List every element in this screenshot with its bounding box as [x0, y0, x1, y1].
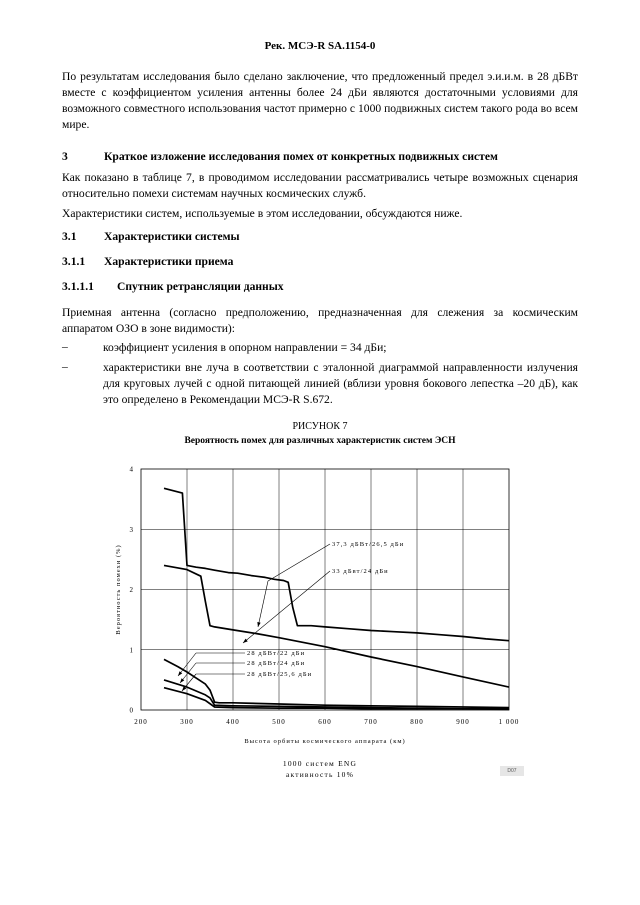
y-tick-label: 0 — [129, 706, 133, 715]
series-annotation-label: 28 дБВт/24 дБи — [247, 660, 306, 667]
series-line-3 — [164, 659, 509, 707]
intro-paragraph: По результатам исследования было сделано заключение, что предложенный предел э.и.и.м. в 28 дБВт вместе с коэффициентом усиления антенны более 24 дБи являются достаточными условиями для возможного совместного использования частот примерно с 1000 подвижных систем такого рода во всем мире. — [62, 70, 578, 131]
series-annotation-label: 28 дБВт/22 дБи — [247, 650, 306, 657]
y-axis-label: Вероятность помехи (%) — [115, 544, 122, 635]
x-tick-label: 900 — [456, 718, 470, 726]
section-3-heading — [62, 150, 498, 163]
y-tick-label: 4 — [129, 465, 133, 474]
x-tick-label: 400 — [226, 718, 240, 726]
section-3-1-1-1-heading — [62, 280, 284, 293]
figure-note — [250, 758, 390, 780]
section-number: 3.1 — [62, 230, 77, 243]
section-3-1-heading — [62, 230, 240, 243]
figure-note-line-2: активность 10% — [285, 770, 355, 779]
series-line-4 — [164, 680, 509, 709]
arrow-head — [180, 678, 184, 683]
x-tick-label: 500 — [272, 718, 286, 726]
section-number: 3 — [62, 150, 68, 163]
section-3-paragraph-2: Характеристики систем, используемые в этом исследовании, обсуждаются ниже. — [62, 207, 463, 220]
figure-label: РИСУНОК 7 — [292, 421, 348, 432]
series-annotation-label: 28 дБВт/25,6 дБи — [247, 671, 313, 678]
figure-note-line-1: 1000 систем ENG — [282, 759, 358, 768]
x-tick-label: 200 — [134, 718, 148, 726]
section-number: 3.1.1.1 — [62, 280, 94, 293]
x-tick-label: 1 000 — [498, 718, 520, 726]
section-3-1-1-heading — [62, 255, 234, 268]
y-tick-label: 3 — [129, 525, 133, 534]
y-tick-label: 2 — [129, 586, 133, 594]
bullet-dash: – — [62, 340, 68, 353]
section-number: 3.1.1 — [62, 255, 86, 268]
bullet-item: характеристики вне луча в соответствии с эталонной диаграммой направленности излучения для круговых лучей с одной питающей линией (вблизи уровня бокового лепестка –20 дБ), как это определено в Рекомендации МСЭ-R S.672. — [103, 361, 578, 406]
section-title: Спутник ретрансляции данных — [117, 280, 284, 293]
series-line-1 — [164, 488, 509, 640]
x-tick-label: 700 — [364, 718, 378, 726]
x-tick-label: 600 — [318, 718, 332, 726]
x-axis-label: Высота орбиты космического аппарата (км) — [244, 738, 406, 745]
y-tick-label: 1 — [129, 646, 133, 655]
x-tick-label: 300 — [180, 718, 194, 726]
antenna-paragraph: Приемная антенна (согласно предположению, предназначенная для слежения за космическим аппаратом ОЗО в зоне видимости): — [62, 306, 578, 335]
interference-probability-chart — [0, 455, 640, 775]
leader-line — [268, 544, 330, 581]
page-header: Рек. МСЭ-R SA.1154-0 — [264, 40, 376, 52]
section-title: Краткое изложение исследования помех от конкретных подвижных систем — [104, 150, 498, 163]
section-title: Характеристики приема — [104, 255, 234, 268]
arrow-head — [178, 671, 182, 676]
arrow-head — [257, 622, 260, 627]
document-id-badge: D07 — [500, 766, 524, 776]
section-title: Характеристики системы — [104, 230, 240, 243]
leader-line — [258, 581, 268, 627]
series-line-2 — [164, 565, 509, 687]
series-annotation-label: 33 дБвт/24 дБи — [332, 568, 389, 575]
series-annotation-label: 37,3 дБВт/26,5 дБи — [332, 541, 405, 548]
bullet-dash: – — [62, 360, 68, 373]
figure-caption: Вероятность помех для различных характеристик систем ЭСН — [184, 436, 456, 446]
bullet-item: коэффициент усиления в опорном направлении = 34 дБи; — [103, 341, 387, 354]
x-tick-label: 800 — [410, 718, 424, 726]
section-3-paragraph-1: Как показано в таблице 7, в проводимом исследовании рассматривались четыре возможных сценария относительно помехи системам научных космических служб. — [62, 171, 578, 200]
